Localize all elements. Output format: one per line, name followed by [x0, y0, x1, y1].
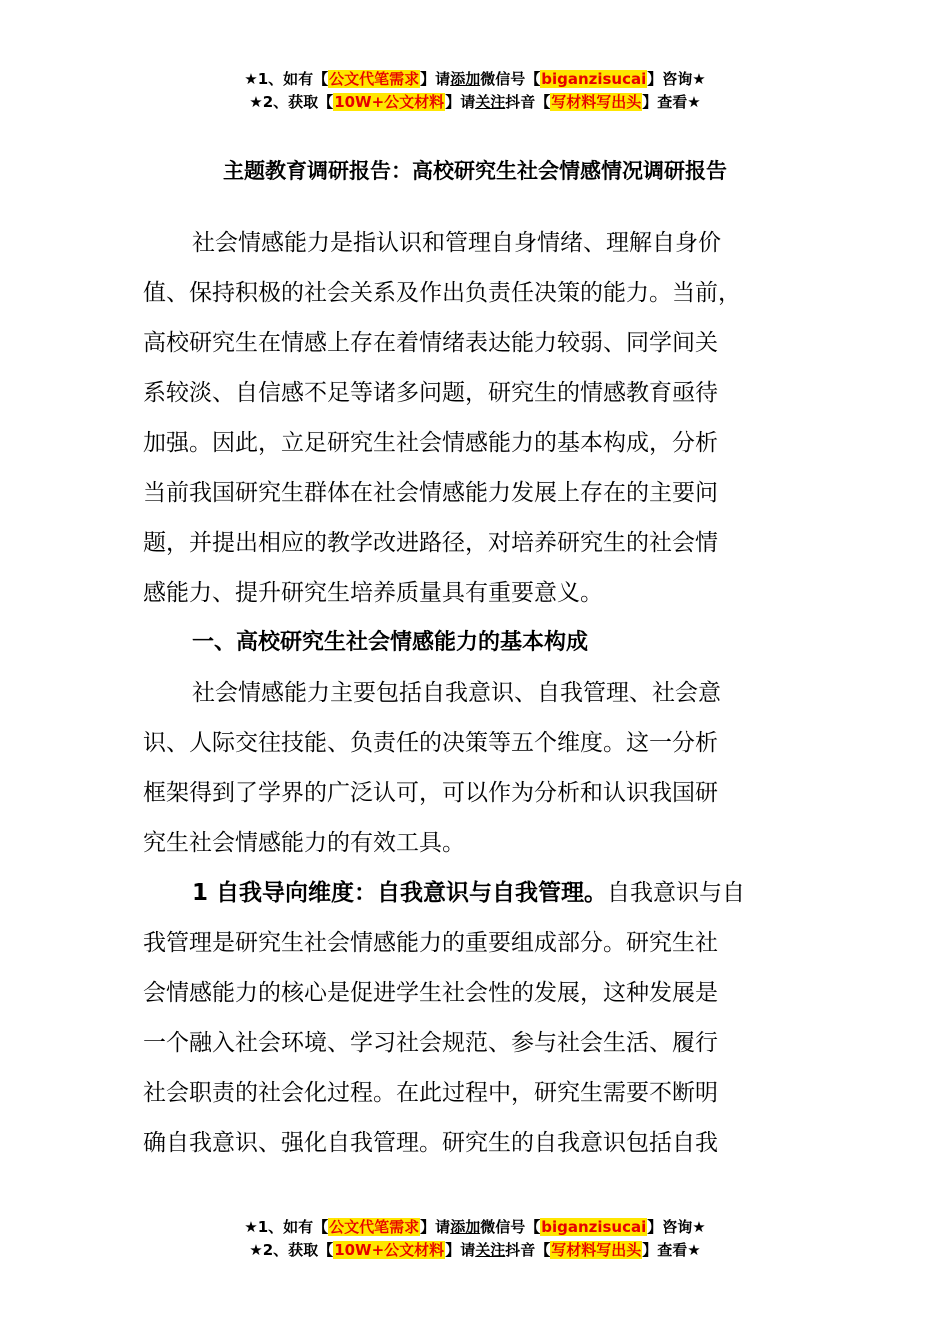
paragraph-line: 框架得到了学界的广泛认可，可以作为分析和认识我国研 [143, 780, 718, 806]
paragraph-line: 系较淡、自信感不足等诸多问题，研究生的情感教育亟待 [143, 380, 718, 406]
douyin-account: 写材料写出头 [551, 1241, 642, 1259]
paragraph-line: 识、人际交往技能、负责任的决策等五个维度。这一分析 [143, 730, 718, 756]
promo-line-1: ★1、如有【公文代笔需求】请添加微信号【biganzisucai】咨询★ [244, 1218, 706, 1236]
promo-highlight: 公文代笔需求 [329, 1218, 420, 1236]
paragraph-line: 感能力、提升研究生培养质量具有重要意义。 [143, 580, 603, 606]
subsection-lead: 1 自我导向维度：自我意识与自我管理。 [192, 880, 608, 906]
section-heading: 一、高校研究生社会情感能力的基本构成 [192, 630, 589, 655]
promo-line-2: ★2、获取【10W+公文材料】请关注抖音【写材料写出头】查看★ [249, 93, 701, 111]
paragraph-line: 值、保持积极的社会关系及作出负责任决策的能力。当前， [143, 280, 741, 306]
paragraph-line: 高校研究生在情感上存在着情绪表达能力较弱、同学间关 [143, 330, 718, 356]
promo-banner-top [0, 68, 950, 114]
paragraph-line: 会情感能力的核心是促进学生社会性的发展，这种发展是 [143, 980, 718, 1006]
promo-line-1: ★1、如有【公文代笔需求】请添加微信号【biganzisucai】咨询★ [244, 70, 706, 88]
paragraph-line: 社会情感能力是指认识和管理自身情绪、理解自身价 [192, 230, 721, 256]
promo-highlight: 10W+公文材料 [334, 93, 445, 111]
paragraph-line: 社会职责的社会化过程。在此过程中，研究生需要不断明 [143, 1080, 718, 1106]
document-title: 主题教育调研报告：高校研究生社会情感情况调研报告 [223, 159, 727, 183]
douyin-account: 写材料写出头 [551, 93, 642, 111]
promo-banner-bottom [0, 1216, 950, 1262]
paragraph-line: 当前我国研究生群体在社会情感能力发展上存在的主要问 [143, 480, 718, 506]
paragraph-line: 1 自我导向维度：自我意识与自我管理。自我意识与自 [192, 880, 746, 906]
paragraph-line: 一个融入社会环境、学习社会规范、参与社会生活、履行 [143, 1030, 718, 1056]
wechat-id: biganzisucai [541, 1218, 647, 1236]
promo-highlight: 公文代笔需求 [329, 70, 420, 88]
paragraph-line: 我管理是研究生社会情感能力的重要组成部分。研究生社 [143, 930, 718, 956]
paragraph-line: 究生社会情感能力的有效工具。 [143, 830, 465, 856]
paragraph-line: 题，并提出相应的教学改进路径，对培养研究生的社会情 [143, 530, 718, 556]
wechat-id: biganzisucai [541, 70, 647, 88]
promo-line-2: ★2、获取【10W+公文材料】请关注抖音【写材料写出头】查看★ [249, 1241, 701, 1259]
paragraph-line: 加强。因此，立足研究生社会情感能力的基本构成，分析 [143, 430, 718, 456]
document-body [143, 218, 808, 1168]
paragraph-line: 社会情感能力主要包括自我意识、自我管理、社会意 [192, 680, 721, 706]
promo-highlight: 10W+公文材料 [334, 1241, 445, 1259]
paragraph-line: 确自我意识、强化自我管理。研究生的自我意识包括自我 [143, 1130, 718, 1156]
